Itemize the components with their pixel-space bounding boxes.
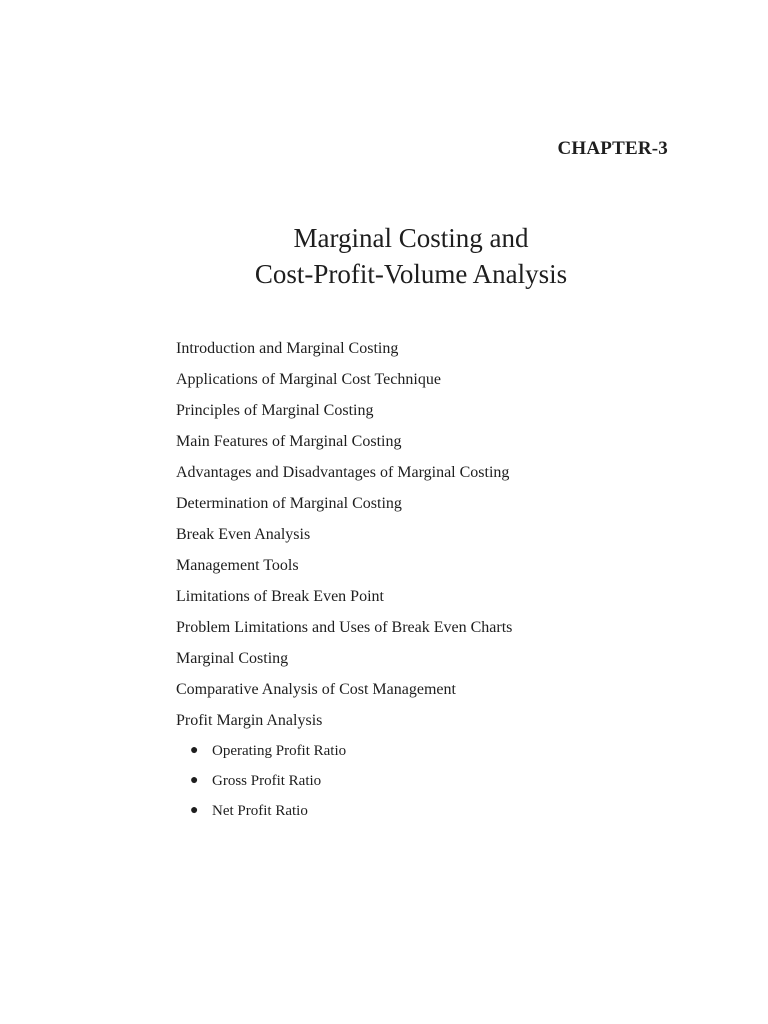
topic-item: Management Tools: [176, 557, 299, 574]
chapter-title-line-2: Cost-Profit-Volume Analysis: [254, 259, 568, 289]
topic-item: Determination of Marginal Costing: [176, 495, 402, 512]
topic-item: Marginal Costing: [176, 650, 289, 667]
topic-item: Introduction and Marginal Costing: [176, 340, 399, 357]
bullet-icon: ●: [190, 743, 199, 758]
subtopic-item: [190, 770, 346, 800]
topic-item: Limitations of Break Even Point: [176, 588, 384, 605]
chapter-title-line-1: Marginal Costing and: [293, 223, 529, 253]
topic-item: Break Even Analysis: [176, 526, 311, 543]
topic-item: Advantages and Disadvantages of Marginal Costing: [176, 464, 510, 481]
topic-item: Applications of Marginal Cost Technique: [176, 371, 441, 388]
bullet-icon: ●: [190, 773, 199, 788]
topic-item: Profit Margin Analysis: [176, 712, 323, 729]
subtopic-label: Operating Profit Ratio: [212, 743, 347, 759]
topic-item: Principles of Marginal Costing: [176, 402, 374, 419]
subtopic-label: Net Profit Ratio: [212, 803, 308, 819]
subtopic-item: [190, 800, 346, 830]
bullet-icon: ●: [190, 803, 199, 818]
chapter-title: [0, 220, 768, 292]
topic-item: Problem Limitations and Uses of Break Even Charts: [176, 619, 513, 636]
chapter-label: CHAPTER-3: [557, 138, 668, 159]
topic-item: Comparative Analysis of Cost Management: [176, 681, 456, 698]
topic-item: Main Features of Marginal Costing: [176, 433, 402, 450]
subtopic-item: [190, 740, 346, 770]
subtopic-list: [190, 740, 346, 830]
subtopic-label: Gross Profit Ratio: [212, 773, 322, 789]
topic-list: [176, 337, 512, 740]
